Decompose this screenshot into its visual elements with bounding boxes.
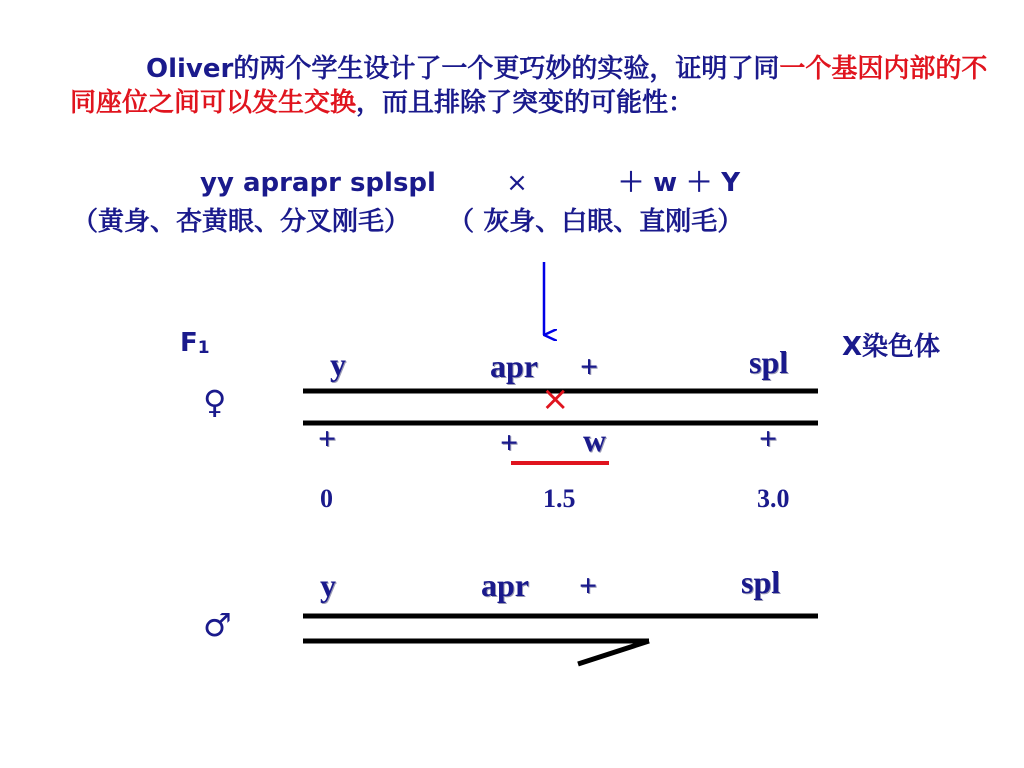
male-symbol: ♂: [203, 606, 232, 644]
male-gene-spl: spl: [741, 564, 781, 600]
parent1-genotype: yy aprapr splspl: [200, 168, 436, 198]
cross-symbol: ×: [506, 168, 528, 198]
female-symbol: ♀: [203, 383, 227, 421]
male-gene-plus: +: [579, 567, 598, 603]
intro-highlight: 一个基因内部的不同座位之间可以发生交换: [70, 54, 988, 118]
map-position-2: 3.0: [757, 484, 790, 513]
gene-y: y: [330, 346, 346, 382]
gene-plus-spl: +: [759, 420, 778, 456]
male-gene-y: y: [320, 567, 336, 603]
gene-spl: spl: [749, 344, 789, 380]
gene-plus-y: +: [318, 420, 337, 456]
f1-label: $F_1$: [180, 328, 210, 358]
gene-plus-apr: +: [500, 424, 519, 460]
male-y-chromosome-hook: [578, 641, 649, 664]
map-position-0: 0: [320, 484, 333, 513]
intro-text: Oliver的两个学生设计了一个更巧妙的实验，证明了同: [146, 54, 780, 84]
parent1-phenotype: （黄身、杏黄眼、分叉刚毛）: [72, 207, 411, 237]
x-chromosome-label: X染色体: [842, 332, 941, 362]
gene-apr: apr: [490, 348, 538, 384]
parent2-genotype: ＋ w ＋ Y: [618, 168, 741, 198]
gene-w: w: [583, 422, 607, 458]
map-position-1: 1.5: [543, 484, 576, 513]
intro-text-end: ，而且排除了突变的可能性：: [356, 88, 695, 118]
crossover-mark: ×: [541, 379, 570, 419]
male-gene-apr: apr: [481, 567, 529, 603]
gene-plus: +: [580, 348, 599, 384]
parent2-phenotype: （ 灰身、白眼、直刚毛）: [448, 207, 744, 237]
